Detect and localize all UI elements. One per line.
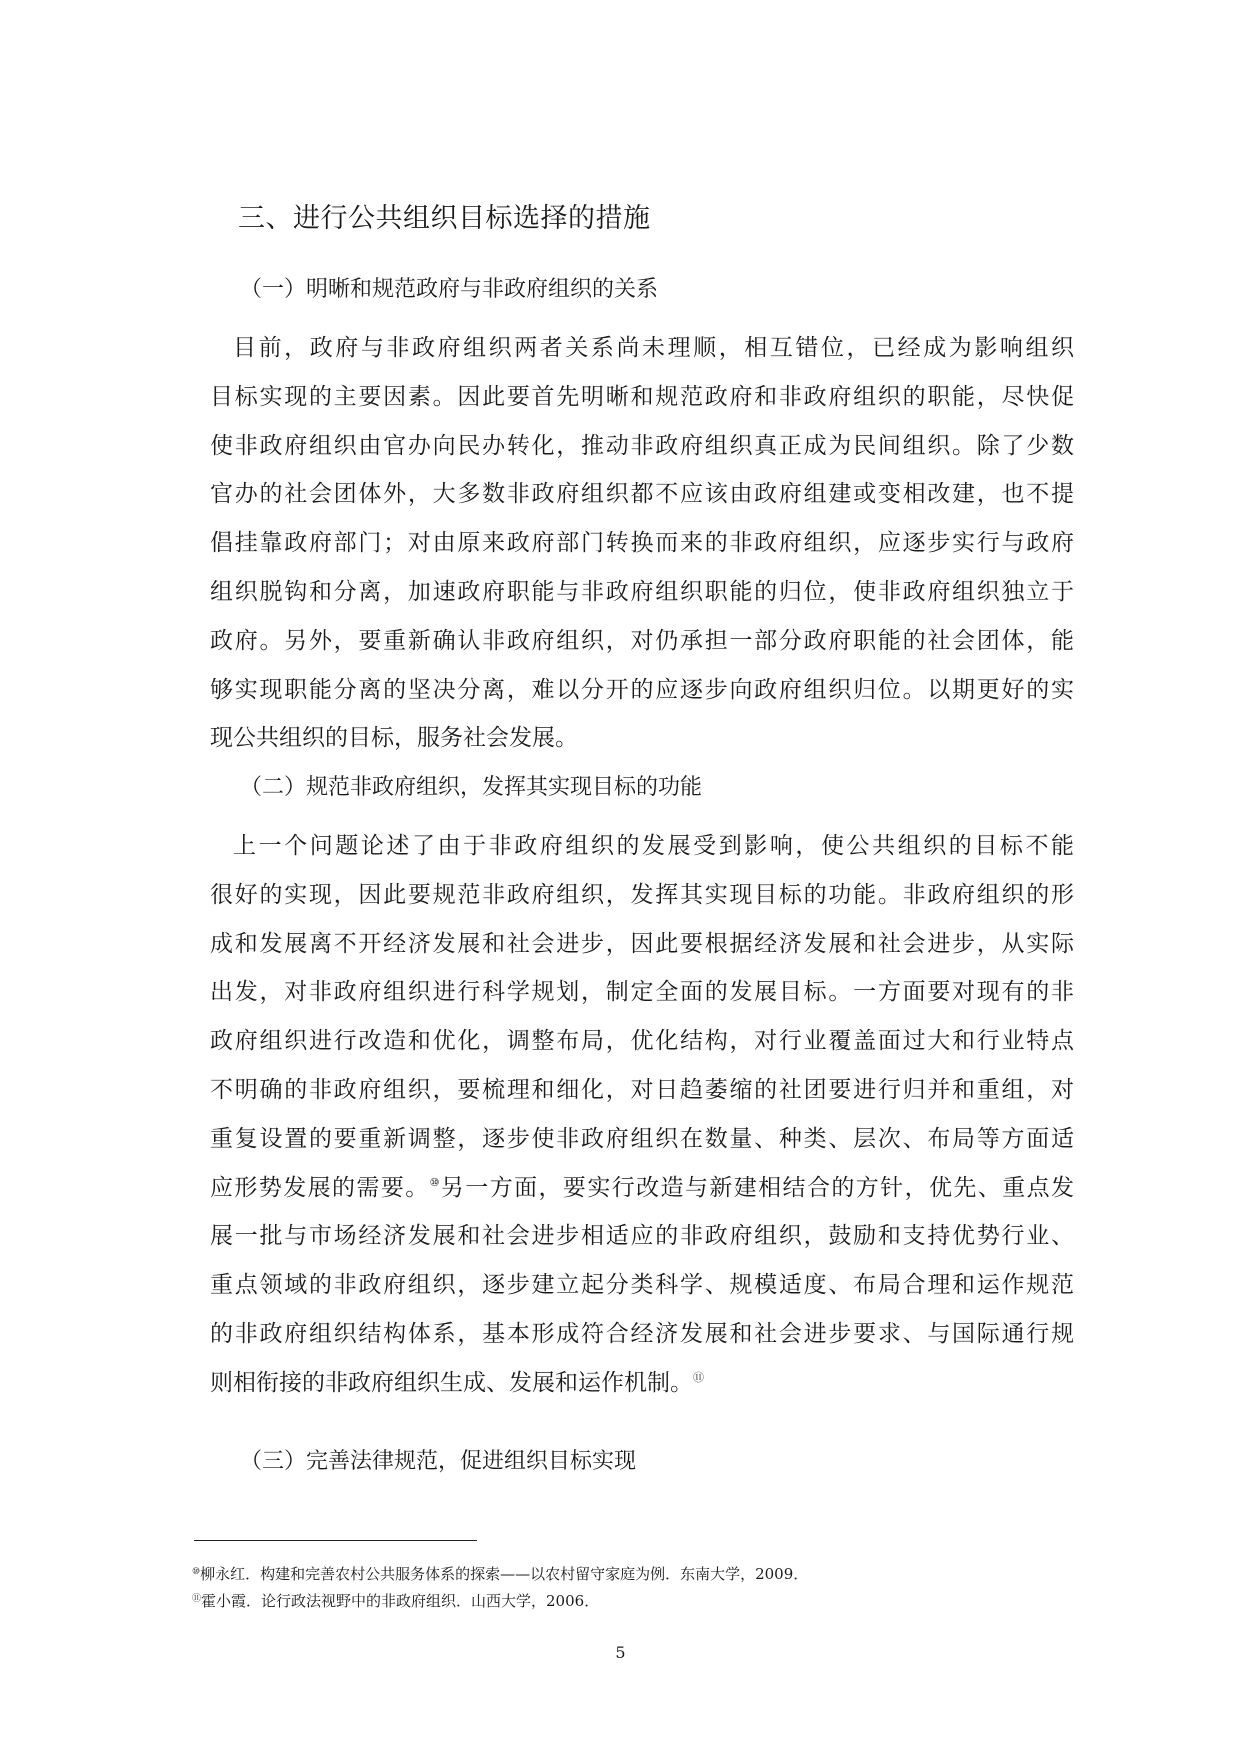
footnote-11 — [192, 1590, 599, 1611]
paragraph-text: 应形势发展的需要。 — [210, 1174, 430, 1201]
paragraph-line: 使非政府组织由官办向民办转化，推动非政府组织真正成为民间组织。除了少数 — [210, 432, 1074, 459]
paragraph-line: 目前，政府与非政府组织两者关系尚未理顺，相互错位，已经成为影响组织 — [233, 335, 1074, 361]
paragraph-line: 重复设置的要重新调整，逐步使非政府组织在数量、种类、层次、布局等方面适 — [210, 1125, 1074, 1152]
page-number: 5 — [615, 1643, 626, 1662]
footnote-separator — [194, 1540, 477, 1541]
paragraph-line: 上一个问题论述了由于非政府组织的发展受到影响，使公共组织的目标不能 — [233, 833, 1074, 859]
footnote-text: 柳永红．构建和完善农村公共服务体系的探索——以农村留守家庭为例．东南大学，2009． — [200, 1565, 809, 1583]
paragraph-line-with-footnote — [210, 1359, 1074, 1408]
paragraph-line: 倡挂靠政府部门；对由原来政府部门转换而来的非政府组织，应逐步实行与政府 — [210, 530, 1074, 557]
paragraph-line: 现公共组织的目标，服务社会发展。 — [210, 725, 578, 752]
footnote-ref-11: ⑪ — [693, 1370, 704, 1384]
paragraph-2 — [210, 822, 1074, 1408]
subsection-heading-2: （二）规范非政府组织，发挥其实现目标的功能 — [240, 775, 703, 800]
paragraph-line: 展一批与市场经济发展和社会进步相适应的非政府组织，鼓励和支持优势行业、 — [210, 1223, 1074, 1250]
paragraph-line: 很好的实现，因此要规范非政府组织，发挥其实现目标的功能。非政府组织的形 — [210, 881, 1074, 908]
paragraph-line: 组织脱钩和分离，加速政府职能与非政府组织职能的归位，使非政府组织独立于 — [210, 578, 1074, 605]
paragraph-line: 目标实现的主要因素。因此要首先明晰和规范政府和非政府组织的职能，尽快促 — [210, 383, 1074, 410]
paragraph-text: 另一方面，要实行改造与新建相结合的方针，优先、重点发 — [440, 1174, 1074, 1201]
footnote-mark: ⑪ — [192, 1594, 202, 1604]
subsection-heading-1: （一）明晰和规范政府与非政府组织的关系 — [240, 277, 659, 302]
paragraph-line: 政府。另外，要重新确认非政府组织，对仍承担一部分政府职能的社会团体，能 — [210, 627, 1074, 654]
paragraph-line: 重点领域的非政府组织，逐步建立起分类科学、规模适度、布局合理和运作规范 — [210, 1272, 1074, 1299]
paragraph-line: 的非政府组织结构体系，基本形成符合经济发展和社会进步要求、与国际通行规 — [210, 1320, 1074, 1347]
footnote-10 — [192, 1563, 808, 1584]
paragraph-line-with-footnote — [210, 1164, 1074, 1213]
paragraph-1 — [210, 324, 1074, 763]
footnote-mark: ⑩ — [192, 1567, 201, 1577]
paragraph-text: 则相衔接的非政府组织生成、发展和运作机制。 — [210, 1369, 693, 1396]
footnote-text: 霍小霞．论行政法视野中的非政府组织．山西大学，2006． — [201, 1592, 600, 1610]
paragraph-line: 出发，对非政府组织进行科学规划，制定全面的发展目标。一方面要对现有的非 — [210, 979, 1074, 1006]
footnote-ref-10: ⑩ — [429, 1175, 441, 1189]
subsection-heading-3: （三）完善法律规范，促进组织目标实现 — [240, 1449, 637, 1474]
paragraph-line: 成和发展离不开经济发展和社会进步，因此要根据经济发展和社会进步，从实际 — [210, 930, 1074, 957]
paragraph-line: 政府组织进行改造和优化，调整布局，优化结构，对行业覆盖面过大和行业特点 — [210, 1028, 1074, 1055]
paragraph-line: 够实现职能分离的坚决分离，难以分开的应逐步向政府组织归位。以期更好的实 — [210, 676, 1074, 703]
section-title: 三、进行公共组织目标选择的措施 — [238, 203, 651, 234]
paragraph-line: 不明确的非政府组织，要梳理和细化，对日趋萎缩的社团要进行归并和重组，对 — [210, 1076, 1074, 1103]
paragraph-line: 官办的社会团体外，大多数非政府组织都不应该由政府组建或变相改建，也不提 — [210, 481, 1074, 508]
